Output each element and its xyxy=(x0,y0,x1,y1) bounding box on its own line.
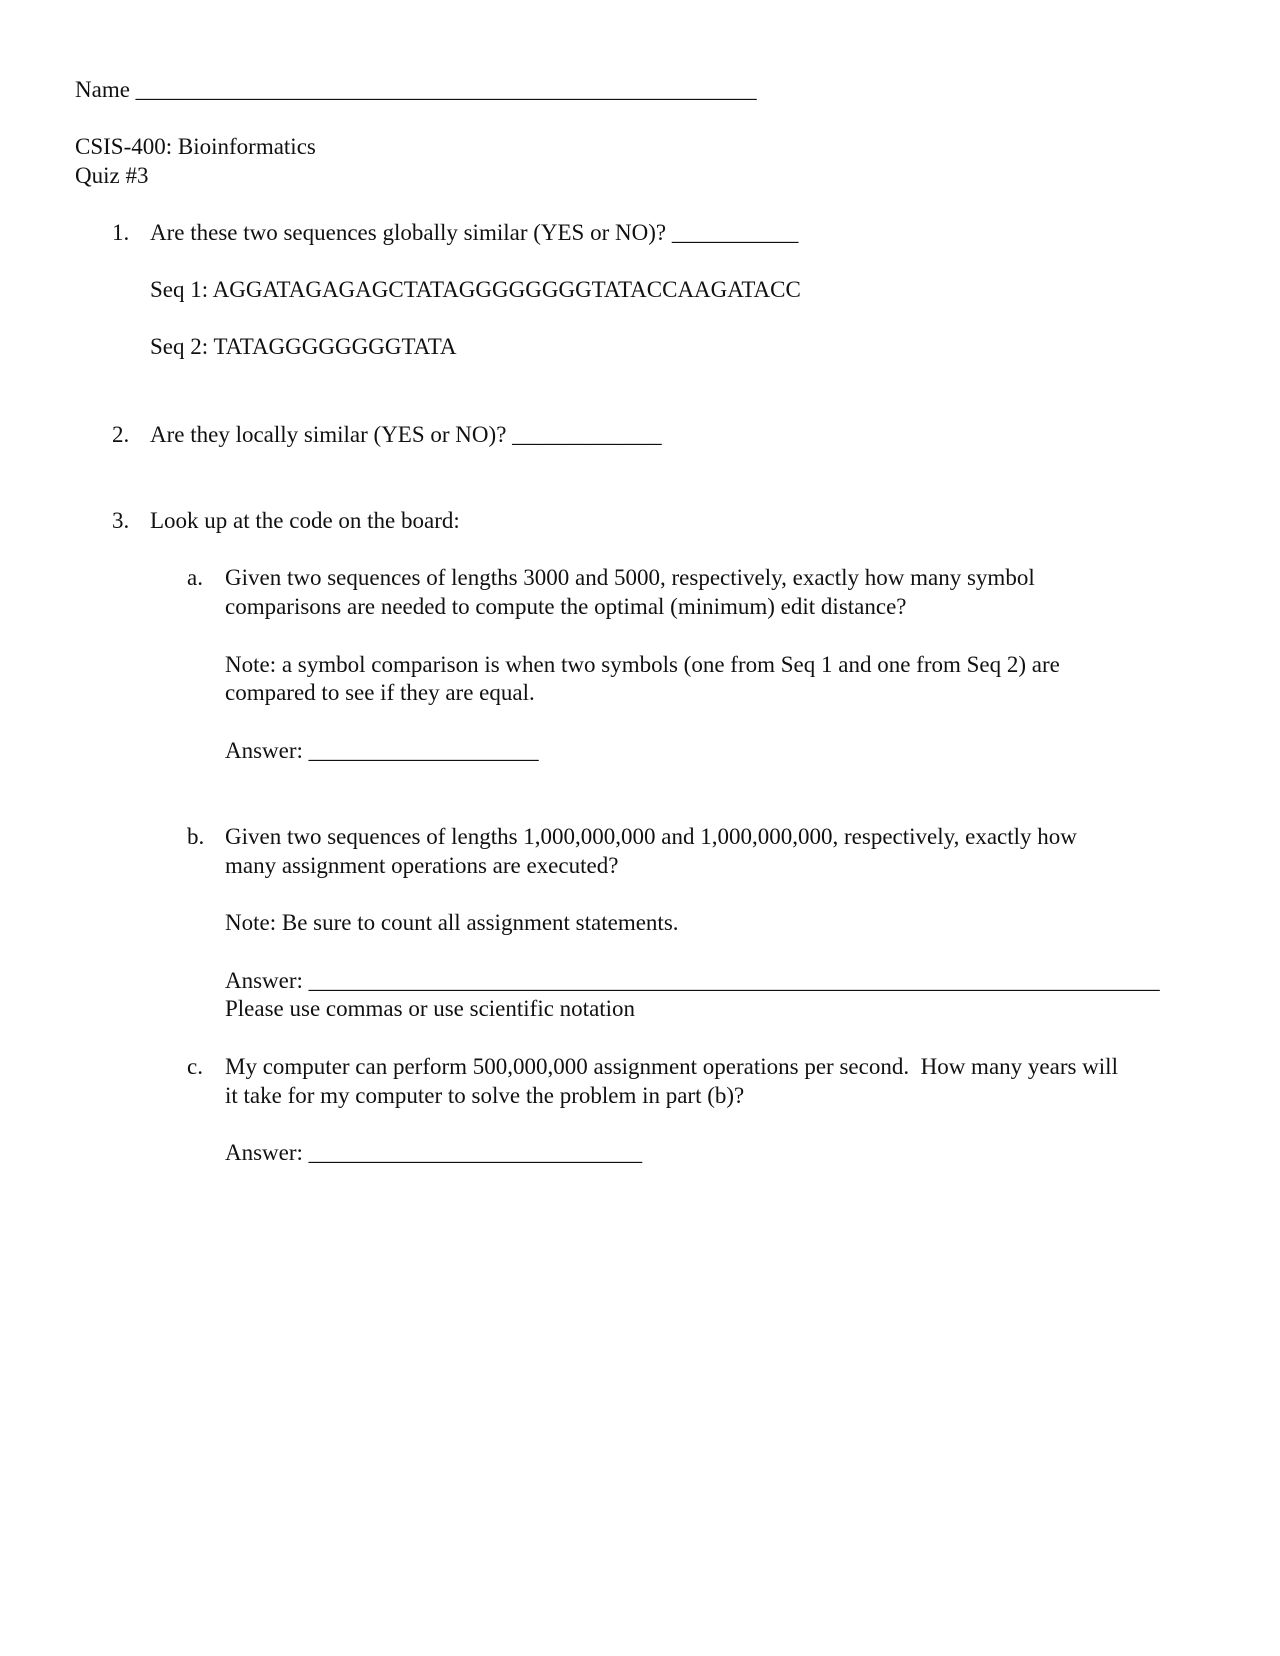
part-b-line-1: Given two sequences of lengths 1,000,000,000 and 1,000,000,000, respectively, exactly how xyxy=(225,824,1077,849)
part-c-line-2: it take for my computer to solve the problem in part (b)? xyxy=(225,1083,745,1108)
part-a-note-1: Note: a symbol comparison is when two symbols (one from Seq 1 and one from Seq 2) are xyxy=(225,652,1060,677)
question-1-text: Are these two sequences globally similar (YES or NO)? ___________ xyxy=(150,220,799,245)
quiz-title: Quiz #3 xyxy=(75,163,149,188)
question-2-text: Are they locally similar (YES or NO)? _____________ xyxy=(150,422,662,447)
part-b-line-2: many assignment operations are executed? xyxy=(225,853,619,878)
part-b-letter: b. xyxy=(187,824,205,849)
part-a-answer: Answer: ____________________ xyxy=(225,738,539,763)
part-a-letter: a. xyxy=(187,565,203,590)
sequence-1: Seq 1: AGGATAGAGAGCTATAGGGGGGGGTATACCAAGATACC xyxy=(150,277,801,302)
question-2-number: 2. xyxy=(112,422,130,447)
part-c-letter: c. xyxy=(187,1054,203,1079)
part-b-hint: Please use commas or use scientific notation xyxy=(225,996,636,1021)
part-a-line-1: Given two sequences of lengths 3000 and 5000, respectively, exactly how many symbol xyxy=(225,565,1035,590)
part-c-line-1: My computer can perform 500,000,000 assignment operations per second. How many years will xyxy=(225,1054,1118,1079)
question-3-number: 3. xyxy=(112,508,130,533)
part-a-line-2: comparisons are needed to compute the optimal (minimum) edit distance? xyxy=(225,594,907,619)
name-field-label: Name ______________________________________________________ xyxy=(75,77,757,102)
part-b-note: Note: Be sure to count all assignment statements. xyxy=(225,910,679,935)
question-3-text: Look up at the code on the board: xyxy=(150,508,460,533)
part-c-answer: Answer: _____________________________ xyxy=(225,1140,643,1165)
part-a-note-2: compared to see if they are equal. xyxy=(225,680,535,705)
sequence-2: Seq 2: TATAGGGGGGGGTATA xyxy=(150,334,457,359)
part-b-answer: Answer: __________________________________________________________________________ xyxy=(225,968,1160,993)
course-title: CSIS-400: Bioinformatics xyxy=(75,134,316,159)
question-1-number: 1. xyxy=(112,220,130,245)
